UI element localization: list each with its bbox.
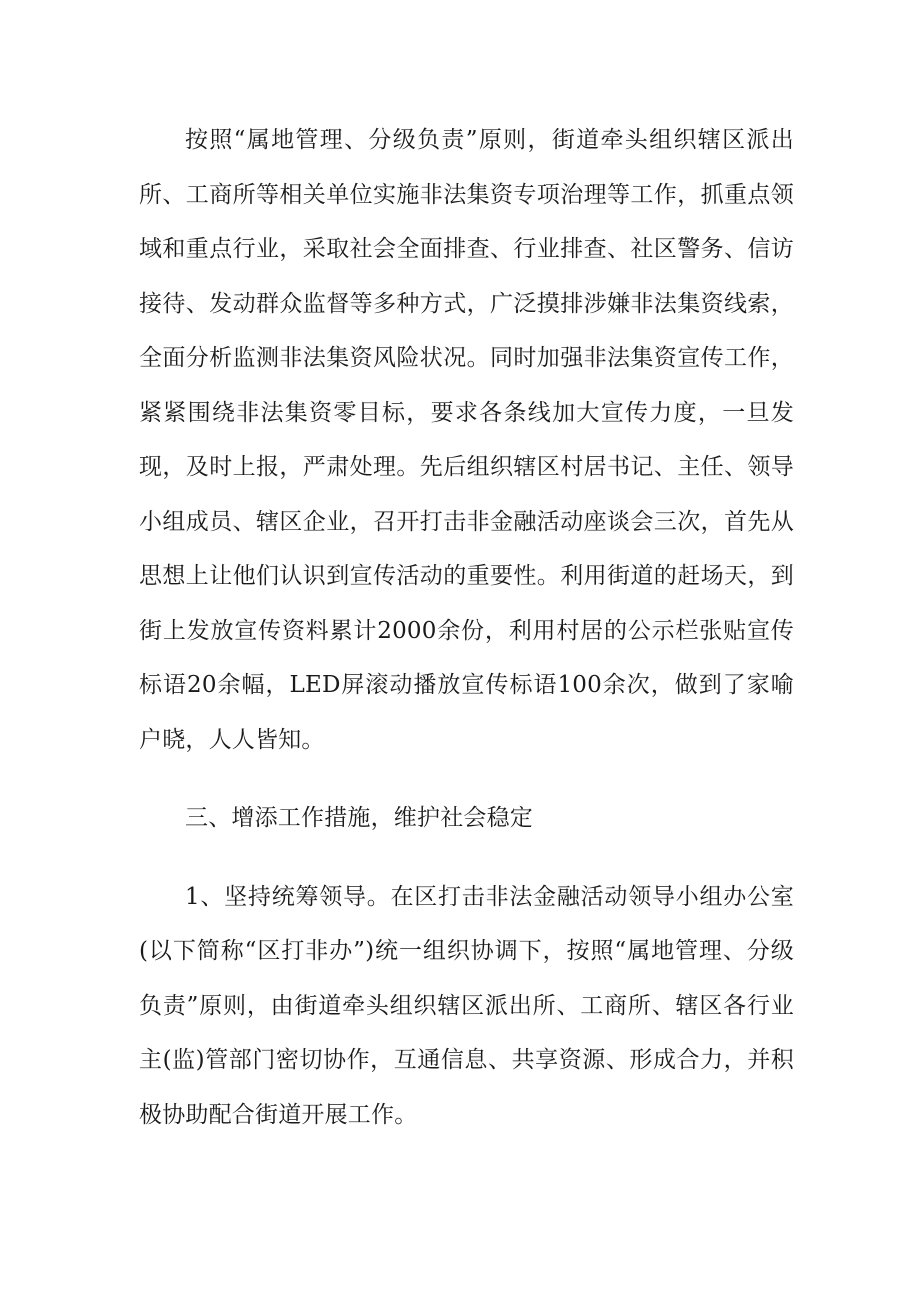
document-body — [139, 113, 794, 1166]
section-heading-measures: 三、增添工作措施，维护社会稳定 — [185, 805, 533, 831]
paragraph-publicity-work: 按照“属地管理、分级负责”原则，街道牵头组织辖区派出所、工商所等相关单位实施非法集资专项治理等工作，抓重点领域和重点行业，采取社会全面排查、行业排查、社区警务、信访接待、发动群众监督等多种方式，广泛摸排涉嫌非法集资线索，全面分析监测非法集资风险状况。同时加强非法集资宣传工作，紧紧围绕非法集资零目标，要求各条线加大宣传力度，一旦发现，及时上报，严肃处理。先后组织辖区村居书记、主任、领导小组成员、辖区企业，召开打击非金融活动座谈会三次，首先从思想上让他们认识到宣传活动的重要性。利用街道的赶场天，到街上发放宣传资料累计2000余份，利用村居的公示栏张贴宣传标语20余幅，LED屏滚动播放宣传标语100余次，做到了家喻户晓，人人皆知。 — [139, 127, 794, 753]
paragraph-coordinated-leadership: 1、坚持统筹领导。在区打击非法金融活动领导小组办公室(以下简称“区打非办”)统一组织协调下，按照“属地管理、分级负责”原则，由街道牵头组织辖区派出所、工商所、辖区各行业主(监)管部门密切协作，互通信息、共享资源、形成合力，并积极协助配合街道开展工作。 — [139, 883, 794, 1128]
